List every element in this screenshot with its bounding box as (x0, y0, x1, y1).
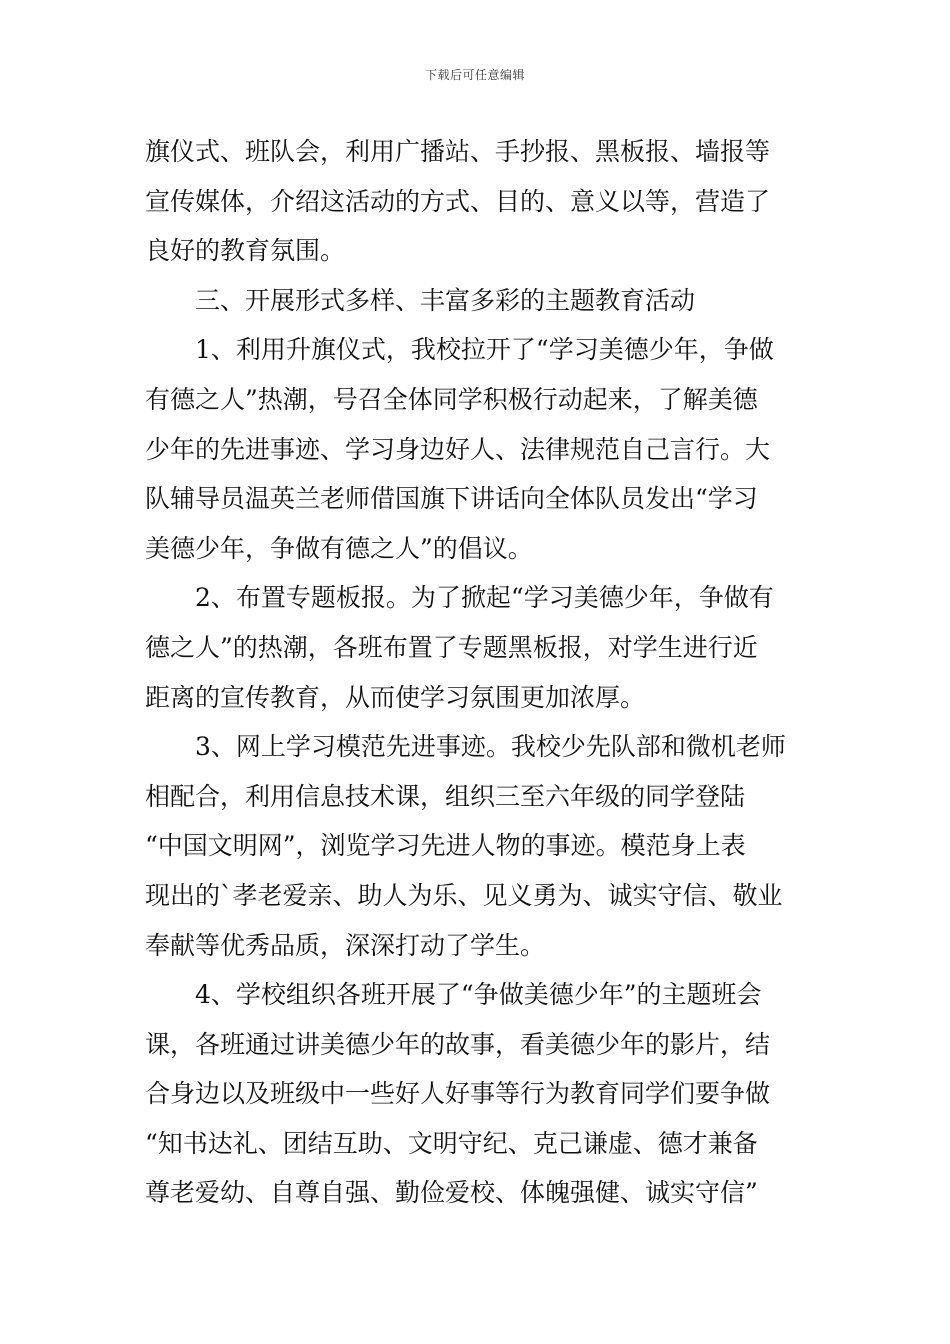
text-line: “知书达礼、团结互助、文明守纪、克己谦虚、德才兼备 (145, 1128, 758, 1158)
text-line: “中国文明网”，浏览学习先进人物的事迹。模范身上表 (145, 831, 746, 861)
page-header: 下载后可任意编辑 (424, 68, 525, 82)
text-line: 合身边以及班级中一些好人好事等行为教育同学们要争做 (145, 1079, 771, 1109)
text-line: 课，各班通过讲美德少年的故事，看美德少年的影片，结 (145, 1029, 771, 1059)
document-body (145, 127, 807, 1218)
text-line: 尊老爱幼、自尊自强、勤俭爱校、体魄强健、诚实守信” (145, 1178, 758, 1208)
text-line: 1、利用升旗仪式，我校拉开了“学习美德少年，争做 (195, 335, 774, 365)
text-line: 现出的`孝老爱亲、助人为乐、见义勇为、诚实守信、敬业 (145, 880, 783, 910)
text-line: 良好的教育氛围。 (145, 236, 346, 266)
text-line: 4、学校组织各班开展了“争做美德少年”的主题班会 (195, 980, 762, 1010)
text-line: 德之人”的热潮，各班布置了专题黑板报，对学生进行近 (145, 632, 758, 662)
text-line: 奉献等优秀品质，深深打动了学生。 (145, 930, 546, 960)
text-line: 3、网上学习模范先进事迹。我校少先队部和微机老师 (195, 732, 786, 762)
text-line: 宣传媒体，介绍这活动的方式、目的、意义以等，营造了 (145, 186, 771, 216)
text-line: 距离的宣传教育，从而使学习氛围更加浓厚。 (145, 682, 646, 712)
text-line: 旗仪式、班队会，利用广播站、手抄报、黑板报、墙报等 (145, 137, 771, 166)
text-line: 相配合，利用信息技术课，组织三至六年级的同学登陆 (145, 781, 746, 811)
text-line: 美德少年，争做有德之人”的倡议。 (145, 533, 533, 563)
text-line: 有德之人”热潮，号召全体同学积极行动起来，了解美德 (145, 384, 758, 414)
section-heading: 三、开展形式多样、丰富多彩的主题教育活动 (195, 285, 696, 315)
text-line: 队辅导员温英兰老师借国旗下讲话向全体队员发出“学习 (145, 484, 758, 514)
text-line: 2、布置专题板报。为了掀起“学习美德少年，争做有 (195, 583, 774, 613)
text-line: 少年的先进事迹、学习身边好人、法律规范自己言行。大 (145, 434, 771, 464)
